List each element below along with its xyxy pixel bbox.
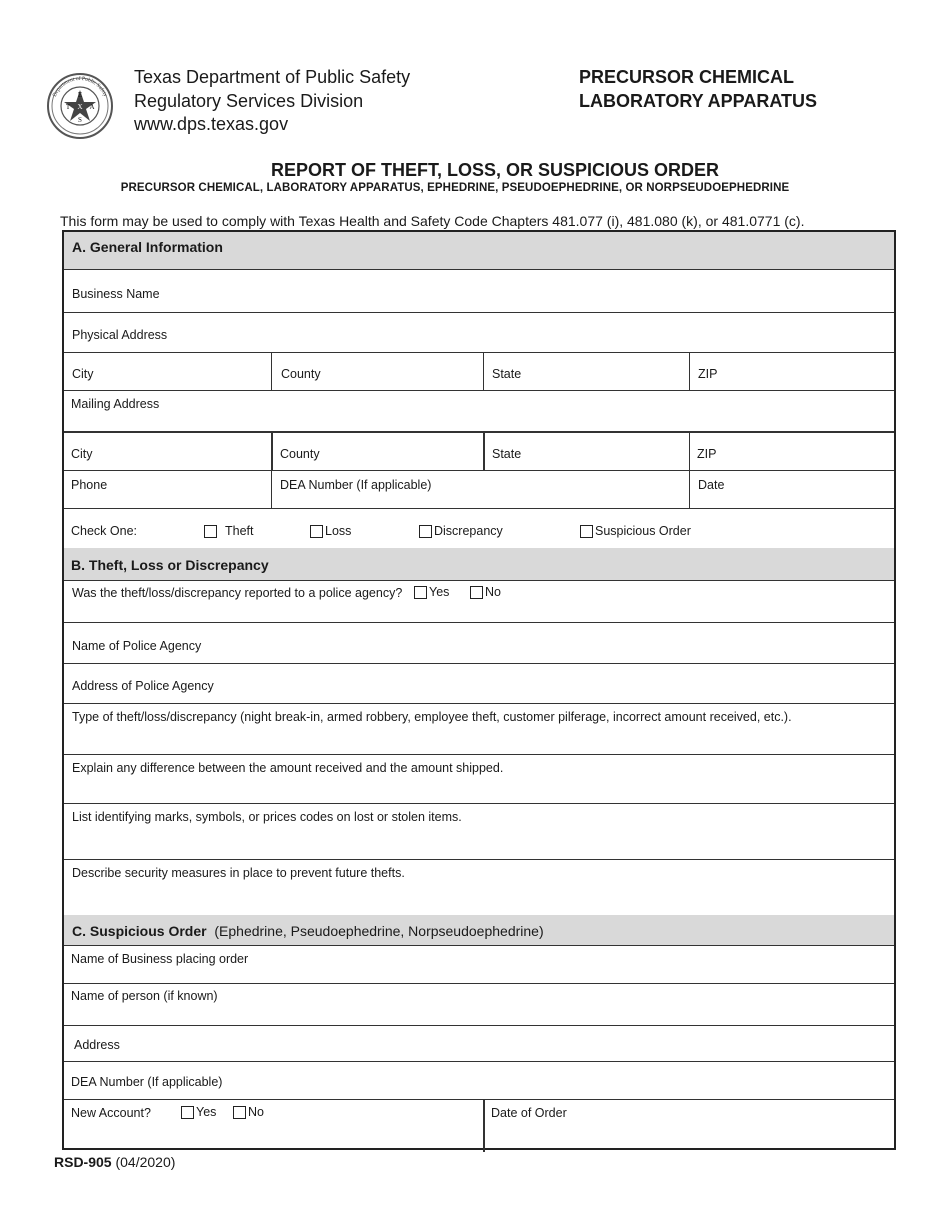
mailing-city-field[interactable]: City [71, 447, 93, 461]
checkbox-square [580, 525, 593, 538]
intro-text: This form may be used to comply with Texas Health and Safety Code Chapters 481.077 (i), 481.080 (k), or 481.0771 (c). [60, 213, 805, 229]
no-label: No [248, 1105, 264, 1119]
checkbox-square [204, 525, 217, 538]
business-name-field[interactable]: Business Name [72, 287, 160, 301]
suspicious-order-checkbox[interactable] [580, 524, 691, 538]
security-measures-field[interactable]: Describe security measures in place to prevent future thefts. [72, 866, 405, 880]
dps-seal-logo [46, 72, 114, 140]
seal-letter-e: E [77, 91, 83, 99]
report-title: REPORT OF THEFT, LOSS, OR SUSPICIOUS ORDER [270, 160, 720, 180]
checkbox-square [470, 586, 483, 599]
zip-field[interactable]: ZIP [698, 367, 718, 381]
identifying-marks-field[interactable]: List identifying marks, symbols, or prices codes on lost or stolen items. [72, 810, 462, 824]
form-revision: (04/2020) [115, 1154, 176, 1170]
mailing-state-field[interactable]: State [492, 447, 522, 461]
no-label: No [485, 585, 501, 599]
section-a-title: A. General Information [72, 239, 223, 255]
section-c-title-text: C. Suspicious Order [72, 923, 207, 939]
amount-difference-field[interactable]: Explain any difference between the amount received and the amount shipped. [72, 761, 504, 775]
checkbox-square [419, 525, 432, 538]
checkbox-square [310, 525, 323, 538]
section-b-title: B. Theft, Loss or Discrepancy [71, 557, 269, 573]
seal-letter-s: S [78, 116, 82, 124]
loss-label: Loss [325, 524, 352, 538]
mailing-address-field[interactable]: Mailing Address [71, 397, 160, 411]
agency-name: Texas Department of Public Safety [134, 67, 411, 87]
police-reported-yes-checkbox[interactable] [414, 585, 449, 599]
dea-number-field[interactable]: DEA Number (If applicable) [280, 478, 432, 492]
physical-address-field[interactable]: Physical Address [72, 328, 168, 342]
seal-ring-text: Department of Public Safety [51, 75, 109, 98]
order-address-field[interactable]: Address [74, 1038, 120, 1052]
form-title-line2: LABORATORY APPARATUS [579, 90, 818, 111]
discrepancy-label: Discrepancy [434, 524, 503, 538]
seal-letter-t: T [65, 103, 71, 111]
section-c-title-note: (Ephedrine, Pseudoephedrine, Norpseudoephedrine) [214, 923, 544, 939]
suspicious-order-label: Suspicious Order [595, 524, 691, 538]
date-field[interactable]: Date [698, 478, 725, 492]
date-of-order-field[interactable]: Date of Order [491, 1106, 567, 1120]
check-one-label: Check One: [71, 524, 138, 538]
agency-block [134, 66, 410, 137]
seal-letter-x: X [77, 103, 83, 111]
section-c-title [72, 923, 544, 939]
new-account-label: New Account? [71, 1106, 151, 1120]
form-title-line1: PRECURSOR CHEMICAL [579, 67, 795, 87]
county-field[interactable]: County [281, 367, 321, 381]
report-form [62, 230, 896, 1150]
state-field[interactable]: State [492, 367, 522, 381]
phone-field[interactable]: Phone [71, 478, 108, 492]
theft-type-field[interactable]: Type of theft/loss/discrepancy (night break-in, armed robbery, employee theft, customer pilferage, incorrect amount received, etc.). [72, 710, 792, 724]
police-reported-no-checkbox[interactable] [470, 585, 501, 599]
police-agency-name-field[interactable]: Name of Police Agency [72, 639, 202, 653]
report-subtitle: PRECURSOR CHEMICAL, LABORATORY APPARATUS, EPHEDRINE, PSEUDOEPHEDRINE, OR NORPSEUDOEPHEDRINE [120, 182, 790, 194]
loss-checkbox[interactable] [310, 524, 351, 538]
new-account-no-checkbox[interactable] [233, 1105, 264, 1119]
mailing-county-field[interactable]: County [280, 447, 320, 461]
city-field[interactable]: City [72, 367, 94, 381]
new-account-yes-checkbox[interactable] [181, 1105, 216, 1119]
checkbox-square [181, 1106, 194, 1119]
checkbox-square [414, 586, 427, 599]
seal-letter-a: A [89, 103, 95, 111]
yes-label: Yes [429, 585, 450, 599]
checkbox-square [233, 1106, 246, 1119]
theft-label: Theft [225, 524, 254, 538]
discrepancy-checkbox[interactable] [419, 524, 503, 538]
agency-division: Regulatory Services Division [134, 90, 364, 111]
business-placing-order-field[interactable]: Name of Business placing order [71, 952, 249, 966]
agency-url[interactable]: www.dps.texas.gov [134, 114, 289, 134]
yes-label: Yes [196, 1105, 217, 1119]
mailing-zip-field[interactable]: ZIP [697, 447, 717, 461]
theft-checkbox[interactable] [204, 524, 254, 538]
police-reported-question: Was the theft/loss/discrepancy reported to a police agency? [72, 586, 403, 600]
order-dea-number-field[interactable]: DEA Number (If applicable) [71, 1075, 223, 1089]
police-agency-address-field[interactable]: Address of Police Agency [72, 679, 214, 693]
form-footer [54, 1154, 175, 1170]
form-title-block [579, 66, 817, 113]
form-number: RSD-905 [54, 1154, 112, 1170]
person-name-field[interactable]: Name of person (if known) [71, 989, 218, 1003]
